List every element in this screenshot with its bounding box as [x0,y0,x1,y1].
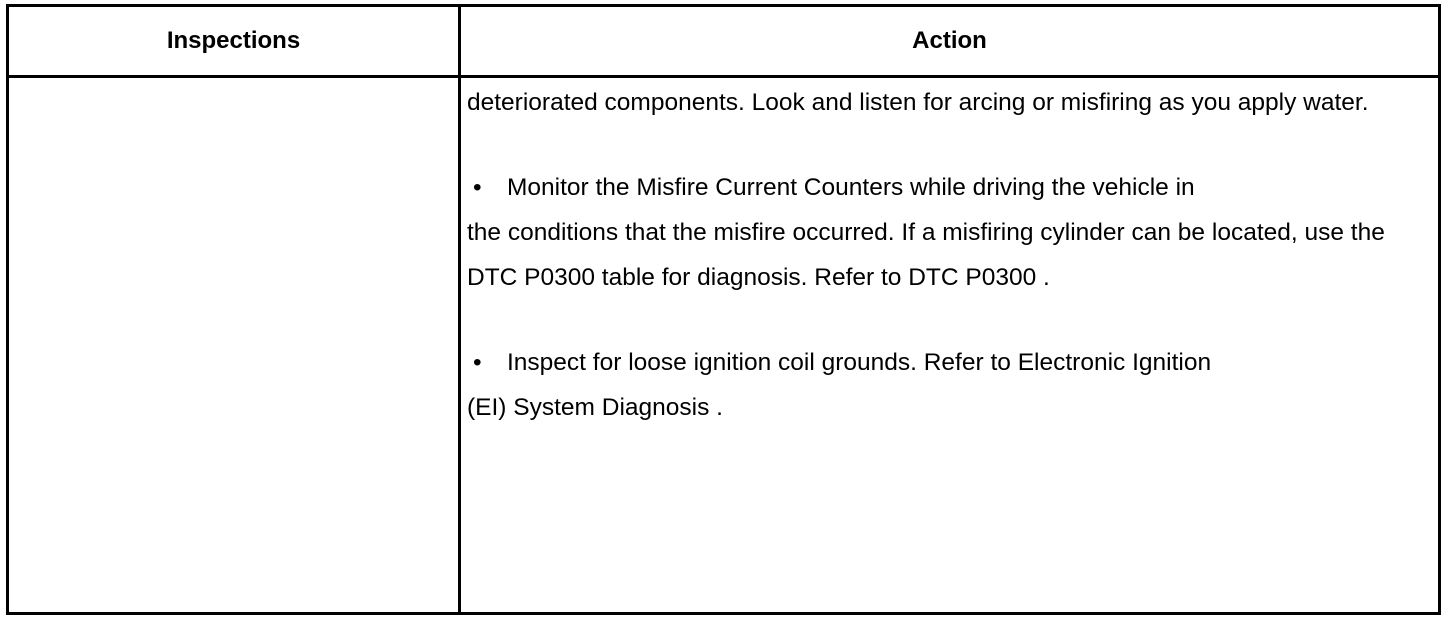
action-item-text: (EI) System Diagnosis . [467,394,723,421]
action-item-text-first-line: Monitor the Misfire Current Counters while driving the vehicle in [507,174,1195,201]
bullet-icon: • [473,349,482,376]
header-action: Action [912,27,987,54]
paragraph-gap [467,300,1417,340]
continued-action-text: deteriorated components. Look and listen for arcing or misfiring as you apply water. [467,89,1369,116]
action-item-coil-grounds [467,340,1417,430]
bullet-icon: • [473,174,482,201]
action-item-text: the conditions that the misfire occurred. If a misfiring cylinder can be located, use the DTC P0300 table for diagnosis. Refer to DTC P0300 . [467,219,1385,291]
column-divider [458,7,461,612]
action-item-text-first-line: Inspect for loose ignition coil grounds. Refer to Electronic Ignition [507,349,1212,376]
action-item-misfire-counters [467,165,1417,300]
paragraph-gap [467,125,1417,165]
header-inspections: Inspections [166,27,301,54]
table-header-row [9,7,1438,78]
action-cell [467,80,1417,430]
